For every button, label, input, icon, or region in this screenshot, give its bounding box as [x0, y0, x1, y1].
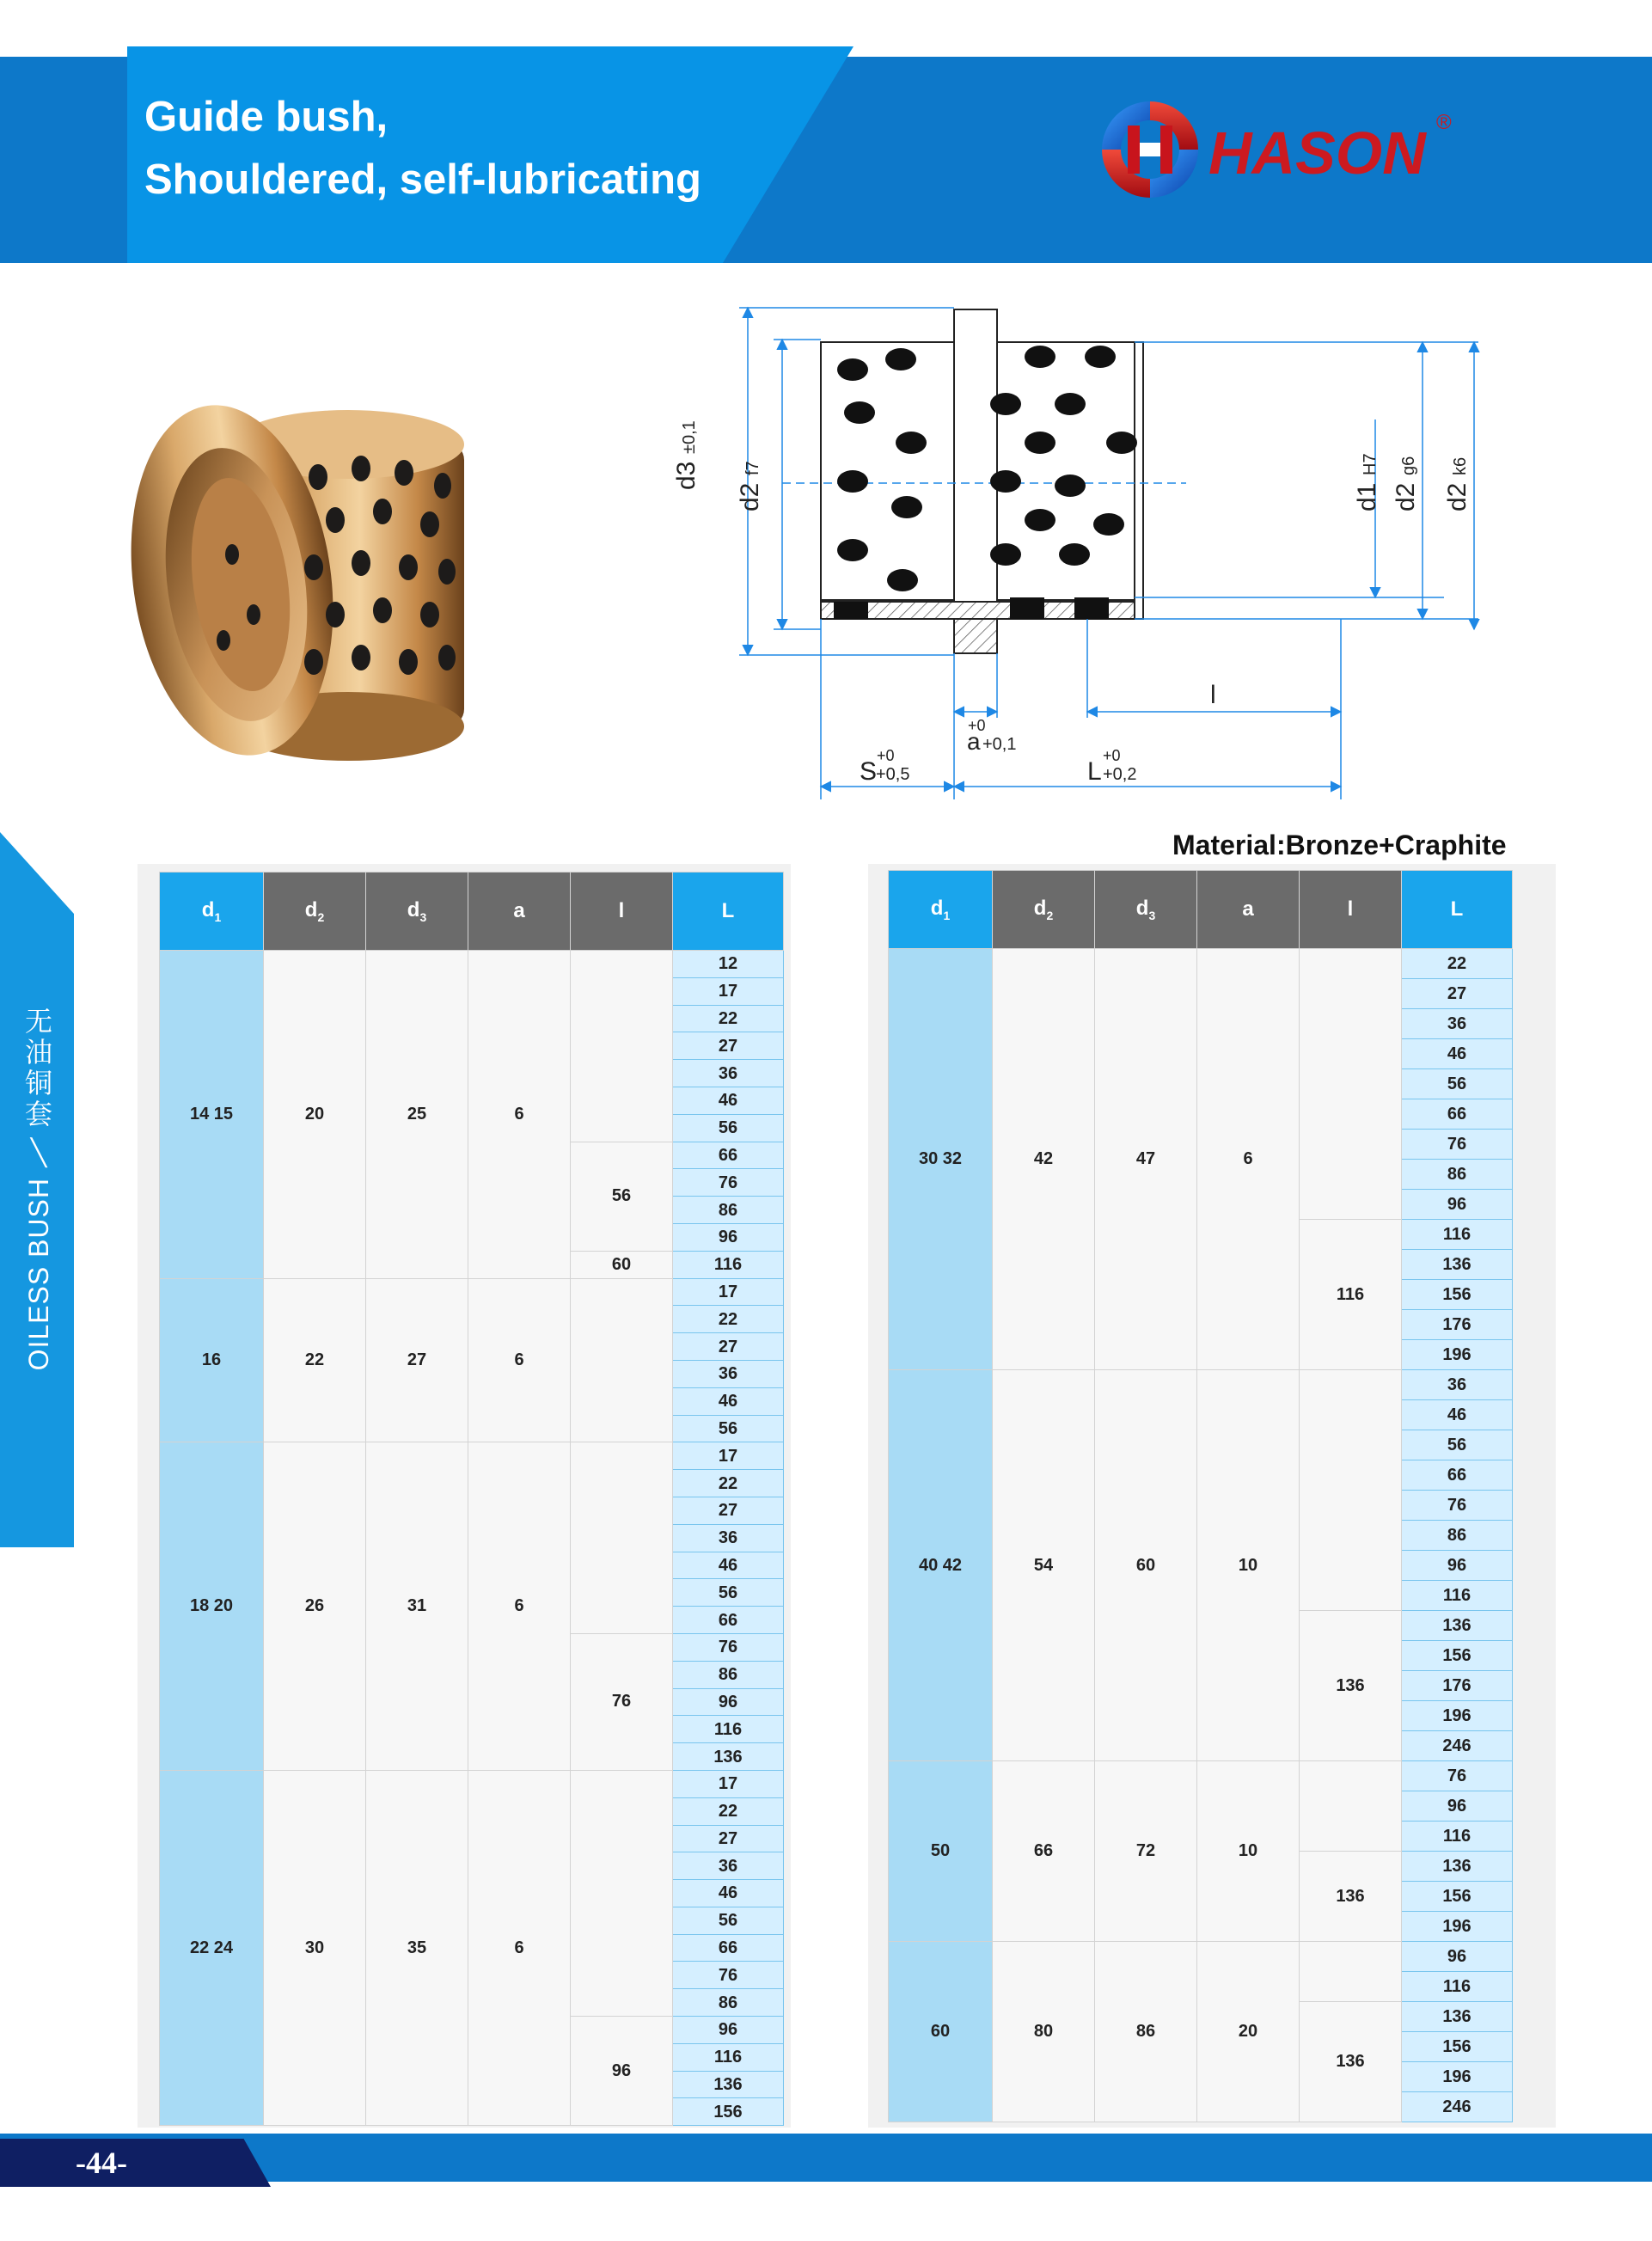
side-tab-label-en: OILESS BUSH: [23, 1178, 54, 1371]
column-header-d1: [160, 873, 264, 951]
L-cell: 27: [673, 1497, 784, 1524]
L-cell: 17: [673, 977, 784, 1005]
page-number: -44-: [76, 2146, 127, 2180]
l-cell: 96: [571, 2017, 673, 2126]
L-cell: 12: [673, 951, 784, 978]
L-cell: 66: [1402, 1460, 1513, 1491]
L-cell: 46: [1402, 1400, 1513, 1430]
L-cell: 27: [673, 1333, 784, 1361]
L-cell: 86: [1402, 1521, 1513, 1551]
d3-cell: 47: [1095, 949, 1197, 1370]
L-cell: 86: [673, 1661, 784, 1688]
L-cell: 86: [673, 1989, 784, 2017]
L-cell: 96: [673, 2017, 784, 2044]
a-cell: 20: [1197, 1942, 1300, 2122]
spec-table-right: [888, 870, 1513, 2122]
l-cell: [1300, 1942, 1402, 2002]
column-header-d1: [889, 871, 993, 949]
column-header-symbol: d: [930, 897, 944, 921]
title-line-1: Guide bush,: [144, 94, 389, 140]
d3-cell: 72: [1095, 1761, 1197, 1942]
a-tolerance-top: +0: [968, 717, 986, 734]
bronze-bush-photo: [103, 365, 507, 830]
d2-cell: 54: [993, 1370, 1095, 1761]
L-label: L: [1087, 757, 1102, 786]
d3-tolerance: ±0,1: [680, 420, 699, 454]
d1-cell: 16: [160, 1278, 264, 1442]
column-header-a: [1197, 871, 1300, 949]
side-tab-label-cn: 无油铜套: [24, 1006, 52, 1130]
d3-cell: 86: [1095, 1942, 1197, 2122]
L-cell: 27: [673, 1032, 784, 1060]
column-header-symbol: a: [513, 899, 525, 922]
d3-cell: 31: [366, 1442, 468, 1771]
column-header-l-upper: [1402, 871, 1513, 949]
column-header-d2: [993, 871, 1095, 949]
L-cell: 76: [1402, 1761, 1513, 1791]
L-cell: 116: [1402, 1220, 1513, 1250]
column-header-d3: [366, 873, 468, 951]
d3-cell: 27: [366, 1278, 468, 1442]
d1-tolerance: H7: [1361, 453, 1380, 475]
L-cell: 66: [673, 1607, 784, 1634]
brand-name: HASON: [1208, 119, 1426, 187]
s-tolerance-top: +0: [877, 747, 895, 764]
L-cell: 136: [1402, 1250, 1513, 1280]
column-header-symbol: a: [1242, 897, 1254, 921]
L-cell: 56: [673, 1415, 784, 1442]
column-header-d3: [1095, 871, 1197, 949]
L-tolerance-top: +0: [1103, 747, 1121, 764]
s-tolerance-bottom: +0,5: [876, 765, 910, 784]
a-cell: 6: [468, 1278, 571, 1442]
L-cell: 116: [673, 2043, 784, 2071]
L-cell: 96: [673, 1223, 784, 1251]
l-cell: 136: [1300, 1852, 1402, 1942]
L-cell: 246: [1402, 1731, 1513, 1761]
d2-cell: 42: [993, 949, 1095, 1370]
page-title: [144, 86, 701, 211]
table-row: [889, 1370, 1513, 1400]
a-cell: 6: [468, 951, 571, 1279]
bush-body-icon: [110, 392, 464, 768]
d2-left-tolerance: f7: [743, 461, 762, 475]
l-cell: [571, 1770, 673, 2016]
table-row: [160, 951, 784, 978]
l-cell: [571, 951, 673, 1142]
column-header-symbol: d: [1033, 897, 1047, 921]
L-cell: 76: [1402, 1130, 1513, 1160]
d2-cell: 30: [264, 1770, 366, 2125]
table-row: [889, 1942, 1513, 1972]
L-cell: 136: [1402, 1852, 1513, 1882]
L-cell: 36: [673, 1360, 784, 1387]
table-header-row: [889, 871, 1513, 949]
l-cell: 136: [1300, 1611, 1402, 1761]
L-cell: 96: [673, 1688, 784, 1716]
a-cell: 10: [1197, 1370, 1300, 1761]
l-cell: 76: [571, 1633, 673, 1770]
L-cell: 176: [1402, 1671, 1513, 1701]
L-cell: 196: [1402, 1340, 1513, 1370]
L-cell: 116: [673, 1251, 784, 1278]
L-cell: 56: [673, 1907, 784, 1934]
d2-cell: 26: [264, 1442, 366, 1771]
L-tolerance-bottom: +0,2: [1103, 765, 1137, 784]
L-cell: 196: [1402, 2062, 1513, 2092]
a-cell: 6: [468, 1442, 571, 1771]
column-header-subscript: 1: [214, 909, 222, 924]
L-cell: 156: [673, 2098, 784, 2126]
d2-right-tolerance: k6: [1451, 456, 1470, 475]
L-cell: 56: [673, 1579, 784, 1607]
L-cell: 136: [673, 2071, 784, 2098]
d3-cell: 25: [366, 951, 468, 1279]
d1-cell: 60: [889, 1942, 993, 2122]
table-row: [160, 1442, 784, 1470]
column-header-subscript: 2: [1046, 908, 1054, 922]
table-header-row: [160, 873, 784, 951]
column-header-symbol: l: [618, 899, 625, 922]
d1-cell: 40 42: [889, 1370, 993, 1761]
a-label: a: [967, 728, 981, 755]
l-cell: 116: [1300, 1220, 1402, 1370]
L-cell: 246: [1402, 2092, 1513, 2122]
column-header-subscript: 3: [1148, 908, 1156, 922]
column-header-d2: [264, 873, 366, 951]
L-cell: 116: [1402, 1581, 1513, 1611]
spec-table-left: [159, 872, 784, 2126]
a-cell: 6: [468, 1770, 571, 2125]
d2-cell: 66: [993, 1761, 1095, 1942]
a-tolerance-bottom: +0,1: [982, 735, 1017, 754]
L-cell: 46: [1402, 1039, 1513, 1069]
l-cell: [571, 1278, 673, 1442]
L-cell: 46: [673, 1552, 784, 1579]
column-header-symbol: d: [1135, 897, 1149, 921]
L-cell: 36: [673, 1524, 784, 1552]
column-header-l-upper: [673, 873, 784, 951]
d2-cell: 80: [993, 1942, 1095, 2122]
a-cell: 6: [1197, 949, 1300, 1370]
title-line-2: Shouldered, self-lubricating: [144, 156, 701, 203]
d1-cell: 50: [889, 1761, 993, 1942]
L-cell: 22: [673, 1306, 784, 1333]
trademark-symbol: ®: [1436, 111, 1452, 134]
l-cell: [1300, 1761, 1402, 1852]
d1-cell: 30 32: [889, 949, 993, 1370]
table-row: [160, 1770, 784, 1797]
L-cell: 86: [673, 1197, 784, 1224]
L-cell: 136: [1402, 1611, 1513, 1641]
L-cell: 17: [673, 1442, 784, 1470]
L-cell: 22: [1402, 949, 1513, 979]
column-header-l: [571, 873, 673, 951]
L-cell: 96: [1402, 1190, 1513, 1220]
L-cell: 116: [1402, 1972, 1513, 2002]
L-cell: 46: [673, 1880, 784, 1907]
L-cell: 36: [1402, 1009, 1513, 1039]
L-cell: 76: [673, 1633, 784, 1661]
L-cell: 66: [673, 1142, 784, 1169]
L-cell: 196: [1402, 1701, 1513, 1731]
column-header-symbol: d: [304, 898, 318, 922]
d2-mid-tolerance: g6: [1399, 456, 1418, 475]
L-cell: 136: [673, 1743, 784, 1771]
column-header-subscript: 2: [317, 909, 325, 924]
L-cell: 22: [673, 1005, 784, 1032]
L-cell: 56: [1402, 1069, 1513, 1099]
l-label: l: [1210, 681, 1216, 709]
material-note: Material:Bronze+Craphite: [1172, 830, 1507, 860]
L-cell: 66: [673, 1934, 784, 1962]
L-cell: 36: [673, 1852, 784, 1880]
d3-cell: 35: [366, 1770, 468, 2125]
column-header-symbol: d: [407, 898, 420, 922]
L-cell: 46: [673, 1087, 784, 1114]
L-cell: 56: [673, 1114, 784, 1142]
d1-cell: 22 24: [160, 1770, 264, 2125]
a-cell: 10: [1197, 1761, 1300, 1942]
side-tab-label: [21, 1006, 56, 1370]
L-cell: 156: [1402, 2032, 1513, 2062]
L-cell: 196: [1402, 1912, 1513, 1942]
side-tab-separator: ╲: [30, 1139, 47, 1167]
L-cell: 96: [1402, 1942, 1513, 1972]
L-cell: 27: [673, 1825, 784, 1852]
L-cell: 17: [673, 1770, 784, 1797]
l-cell: [571, 1442, 673, 1634]
L-cell: 56: [1402, 1430, 1513, 1460]
L-cell: 36: [673, 1060, 784, 1087]
L-cell: 76: [673, 1169, 784, 1197]
L-cell: 136: [1402, 2002, 1513, 2032]
L-cell: 116: [1402, 1822, 1513, 1852]
column-header-subscript: 3: [419, 909, 427, 924]
L-cell: 22: [673, 1797, 784, 1825]
L-cell: 46: [673, 1387, 784, 1415]
column-header-symbol: L: [721, 899, 735, 922]
L-cell: 96: [1402, 1551, 1513, 1581]
L-cell: 156: [1402, 1641, 1513, 1671]
d1-cell: 18 20: [160, 1442, 264, 1771]
column-header-l: [1300, 871, 1402, 949]
table-row: [889, 949, 1513, 979]
technical-drawing: [653, 292, 1513, 808]
d2-right-label: d2: [1443, 482, 1472, 511]
hason-logo: [1097, 95, 1475, 206]
l-cell: 56: [571, 1142, 673, 1251]
column-header-symbol: l: [1347, 897, 1354, 921]
l-cell: 136: [1300, 2002, 1402, 2122]
d2-mid-label: d2: [1392, 482, 1420, 511]
L-cell: 22: [673, 1470, 784, 1497]
page-number-panel: [0, 2139, 271, 2187]
s-label: S: [860, 757, 878, 786]
L-cell: 76: [673, 1962, 784, 1989]
L-cell: 76: [1402, 1491, 1513, 1521]
column-header-symbol: d: [201, 898, 215, 922]
table-row: [160, 1278, 784, 1306]
d3-cell: 60: [1095, 1370, 1197, 1761]
L-cell: 156: [1402, 1882, 1513, 1912]
table-row: [889, 1761, 1513, 1791]
L-cell: 86: [1402, 1160, 1513, 1190]
l-cell: [1300, 1370, 1402, 1611]
column-header-symbol: L: [1450, 897, 1464, 921]
logo-emblem-icon: [1102, 101, 1198, 198]
L-cell: 27: [1402, 979, 1513, 1009]
L-cell: 96: [1402, 1791, 1513, 1822]
d3-label: d3: [672, 461, 701, 490]
L-cell: 17: [673, 1278, 784, 1306]
L-cell: 116: [673, 1716, 784, 1743]
d2-left-label: d2: [736, 482, 764, 511]
d1-cell: 14 15: [160, 951, 264, 1279]
d2-cell: 22: [264, 1278, 366, 1442]
d1-label: d1: [1353, 482, 1381, 511]
l-cell: 60: [571, 1251, 673, 1278]
L-cell: 66: [1402, 1099, 1513, 1130]
column-header-a: [468, 873, 571, 951]
L-cell: 156: [1402, 1280, 1513, 1310]
l-cell: [1300, 949, 1402, 1220]
d2-cell: 20: [264, 951, 366, 1279]
column-header-subscript: 1: [943, 908, 951, 922]
L-cell: 176: [1402, 1310, 1513, 1340]
L-cell: 36: [1402, 1370, 1513, 1400]
